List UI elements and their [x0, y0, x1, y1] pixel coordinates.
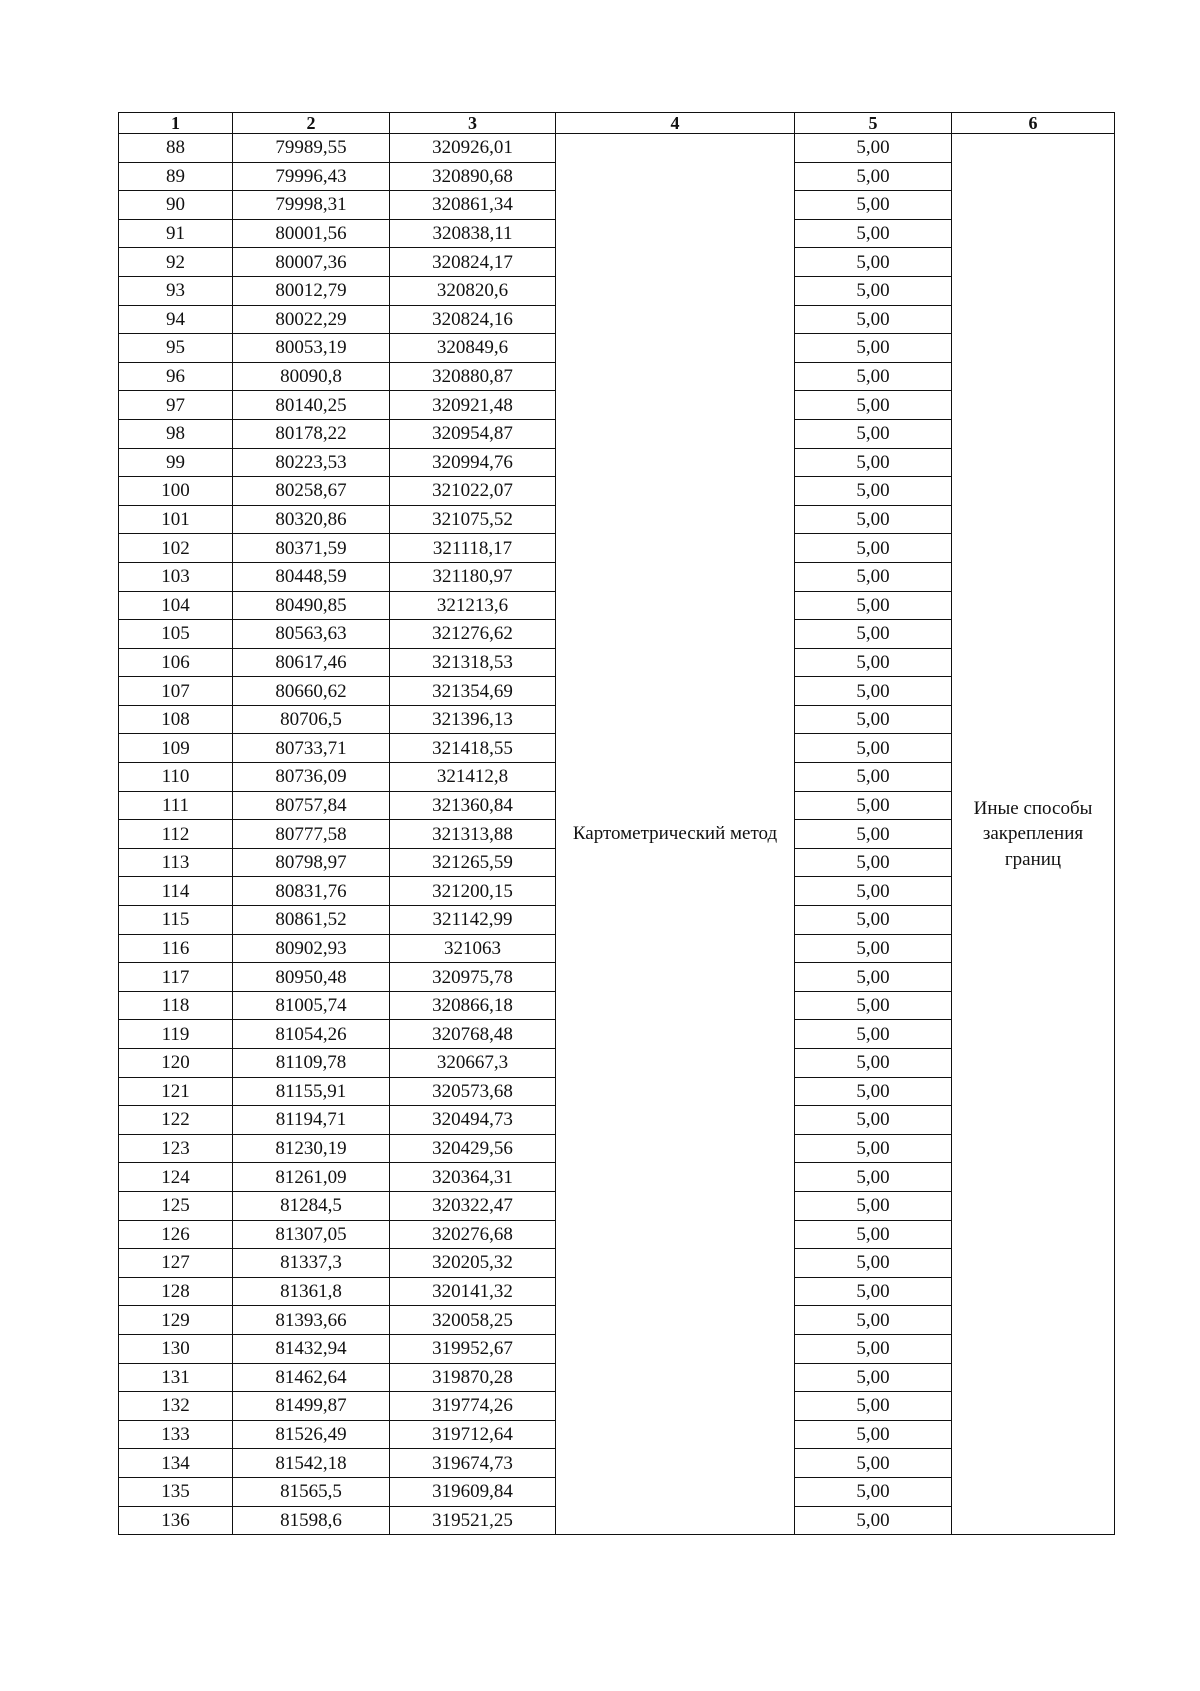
- accuracy-cell: 5,00: [795, 1249, 952, 1278]
- accuracy-cell: 5,00: [795, 705, 952, 734]
- point-number-cell: 114: [119, 877, 233, 906]
- x-coordinate-cell: 80798,97: [233, 848, 390, 877]
- y-coordinate-cell: 321213,6: [390, 591, 556, 620]
- x-coordinate-cell: 81261,09: [233, 1163, 390, 1192]
- x-coordinate-cell: 81337,3: [233, 1249, 390, 1278]
- accuracy-cell: 5,00: [795, 1163, 952, 1192]
- accuracy-cell: 5,00: [795, 791, 952, 820]
- accuracy-cell: 5,00: [795, 248, 952, 277]
- y-coordinate-cell: 320276,68: [390, 1220, 556, 1249]
- x-coordinate-cell: 80090,8: [233, 362, 390, 391]
- y-coordinate-cell: 320921,48: [390, 391, 556, 420]
- header-col-2: 2: [233, 113, 390, 134]
- x-coordinate-cell: 80022,29: [233, 305, 390, 334]
- point-number-cell: 135: [119, 1477, 233, 1506]
- x-coordinate-cell: 81526,49: [233, 1420, 390, 1449]
- accuracy-cell: 5,00: [795, 305, 952, 334]
- point-number-cell: 127: [119, 1249, 233, 1278]
- x-coordinate-cell: 80371,59: [233, 534, 390, 563]
- x-coordinate-cell: 80007,36: [233, 248, 390, 277]
- x-coordinate-cell: 80706,5: [233, 705, 390, 734]
- x-coordinate-cell: 80258,67: [233, 477, 390, 506]
- point-number-cell: 120: [119, 1049, 233, 1078]
- accuracy-cell: 5,00: [795, 391, 952, 420]
- point-number-cell: 119: [119, 1020, 233, 1049]
- y-coordinate-cell: 321142,99: [390, 906, 556, 935]
- accuracy-cell: 5,00: [795, 334, 952, 363]
- x-coordinate-cell: 80950,48: [233, 963, 390, 992]
- table-row: [119, 134, 1115, 163]
- point-number-cell: 102: [119, 534, 233, 563]
- x-coordinate-cell: 81462,64: [233, 1363, 390, 1392]
- accuracy-cell: 5,00: [795, 1220, 952, 1249]
- y-coordinate-cell: 320861,34: [390, 191, 556, 220]
- point-number-cell: 131: [119, 1363, 233, 1392]
- y-coordinate-cell: 320824,17: [390, 248, 556, 277]
- point-number-cell: 122: [119, 1106, 233, 1135]
- fixing-method-cell: Иные способы закрепления границ: [952, 134, 1115, 1535]
- x-coordinate-cell: 81155,91: [233, 1077, 390, 1106]
- y-coordinate-cell: 321075,52: [390, 505, 556, 534]
- y-coordinate-cell: 320429,56: [390, 1134, 556, 1163]
- x-coordinate-cell: 81499,87: [233, 1392, 390, 1421]
- y-coordinate-cell: 320838,11: [390, 219, 556, 248]
- point-number-cell: 132: [119, 1392, 233, 1421]
- x-coordinate-cell: 81598,6: [233, 1506, 390, 1535]
- accuracy-cell: 5,00: [795, 1106, 952, 1135]
- x-coordinate-cell: 80757,84: [233, 791, 390, 820]
- point-number-cell: 129: [119, 1306, 233, 1335]
- accuracy-cell: 5,00: [795, 1334, 952, 1363]
- x-coordinate-cell: 81284,5: [233, 1191, 390, 1220]
- point-number-cell: 118: [119, 991, 233, 1020]
- x-coordinate-cell: 80563,63: [233, 620, 390, 649]
- y-coordinate-cell: 320364,31: [390, 1163, 556, 1192]
- point-number-cell: 134: [119, 1449, 233, 1478]
- y-coordinate-cell: 321276,62: [390, 620, 556, 649]
- point-number-cell: 99: [119, 448, 233, 477]
- x-coordinate-cell: 80448,59: [233, 562, 390, 591]
- x-coordinate-cell: 80053,19: [233, 334, 390, 363]
- x-coordinate-cell: 80140,25: [233, 391, 390, 420]
- point-number-cell: 125: [119, 1191, 233, 1220]
- y-coordinate-cell: 320824,16: [390, 305, 556, 334]
- x-coordinate-cell: 80733,71: [233, 734, 390, 763]
- point-number-cell: 112: [119, 820, 233, 849]
- y-coordinate-cell: 319609,84: [390, 1477, 556, 1506]
- y-coordinate-cell: 320058,25: [390, 1306, 556, 1335]
- header-row: [119, 113, 1115, 134]
- point-number-cell: 123: [119, 1134, 233, 1163]
- accuracy-cell: 5,00: [795, 505, 952, 534]
- point-number-cell: 101: [119, 505, 233, 534]
- accuracy-cell: 5,00: [795, 1049, 952, 1078]
- table-body: [119, 113, 1115, 1535]
- y-coordinate-cell: 319521,25: [390, 1506, 556, 1535]
- y-coordinate-cell: 321118,17: [390, 534, 556, 563]
- x-coordinate-cell: 79998,31: [233, 191, 390, 220]
- accuracy-cell: 5,00: [795, 448, 952, 477]
- y-coordinate-cell: 320954,87: [390, 419, 556, 448]
- x-coordinate-cell: 80777,58: [233, 820, 390, 849]
- y-coordinate-cell: 321313,88: [390, 820, 556, 849]
- x-coordinate-cell: 80223,53: [233, 448, 390, 477]
- y-coordinate-cell: 321396,13: [390, 705, 556, 734]
- y-coordinate-cell: 321360,84: [390, 791, 556, 820]
- point-number-cell: 110: [119, 763, 233, 792]
- point-number-cell: 128: [119, 1277, 233, 1306]
- accuracy-cell: 5,00: [795, 534, 952, 563]
- accuracy-cell: 5,00: [795, 734, 952, 763]
- y-coordinate-cell: 320141,32: [390, 1277, 556, 1306]
- x-coordinate-cell: 80012,79: [233, 276, 390, 305]
- y-coordinate-cell: 321022,07: [390, 477, 556, 506]
- accuracy-cell: 5,00: [795, 963, 952, 992]
- accuracy-cell: 5,00: [795, 648, 952, 677]
- accuracy-cell: 5,00: [795, 934, 952, 963]
- point-number-cell: 106: [119, 648, 233, 677]
- y-coordinate-cell: 320667,3: [390, 1049, 556, 1078]
- point-number-cell: 117: [119, 963, 233, 992]
- y-coordinate-cell: 319870,28: [390, 1363, 556, 1392]
- point-number-cell: 108: [119, 705, 233, 734]
- x-coordinate-cell: 80178,22: [233, 419, 390, 448]
- point-number-cell: 116: [119, 934, 233, 963]
- x-coordinate-cell: 80736,09: [233, 763, 390, 792]
- point-number-cell: 97: [119, 391, 233, 420]
- y-coordinate-cell: 320573,68: [390, 1077, 556, 1106]
- point-number-cell: 115: [119, 906, 233, 935]
- point-number-cell: 95: [119, 334, 233, 363]
- y-coordinate-cell: 320926,01: [390, 134, 556, 163]
- accuracy-cell: 5,00: [795, 134, 952, 163]
- point-number-cell: 107: [119, 677, 233, 706]
- y-coordinate-cell: 319674,73: [390, 1449, 556, 1478]
- y-coordinate-cell: 320494,73: [390, 1106, 556, 1135]
- point-number-cell: 121: [119, 1077, 233, 1106]
- header-col-4: 4: [556, 113, 795, 134]
- accuracy-cell: 5,00: [795, 877, 952, 906]
- y-coordinate-cell: 321418,55: [390, 734, 556, 763]
- y-coordinate-cell: 320849,6: [390, 334, 556, 363]
- x-coordinate-cell: 80861,52: [233, 906, 390, 935]
- x-coordinate-cell: 81393,66: [233, 1306, 390, 1335]
- y-coordinate-cell: 319952,67: [390, 1334, 556, 1363]
- accuracy-cell: 5,00: [795, 1134, 952, 1163]
- y-coordinate-cell: 320768,48: [390, 1020, 556, 1049]
- x-coordinate-cell: 81432,94: [233, 1334, 390, 1363]
- point-number-cell: 89: [119, 162, 233, 191]
- x-coordinate-cell: 80490,85: [233, 591, 390, 620]
- x-coordinate-cell: 81005,74: [233, 991, 390, 1020]
- accuracy-cell: 5,00: [795, 1392, 952, 1421]
- x-coordinate-cell: 81361,8: [233, 1277, 390, 1306]
- header-col-3: 3: [390, 113, 556, 134]
- point-number-cell: 113: [119, 848, 233, 877]
- accuracy-cell: 5,00: [795, 1277, 952, 1306]
- accuracy-cell: 5,00: [795, 419, 952, 448]
- point-number-cell: 91: [119, 219, 233, 248]
- accuracy-cell: 5,00: [795, 991, 952, 1020]
- method-cell: Картометрический метод: [556, 134, 795, 1535]
- y-coordinate-cell: 320975,78: [390, 963, 556, 992]
- point-number-cell: 88: [119, 134, 233, 163]
- y-coordinate-cell: 320820,6: [390, 276, 556, 305]
- point-number-cell: 96: [119, 362, 233, 391]
- point-number-cell: 133: [119, 1420, 233, 1449]
- y-coordinate-cell: 320890,68: [390, 162, 556, 191]
- point-number-cell: 105: [119, 620, 233, 649]
- x-coordinate-cell: 81230,19: [233, 1134, 390, 1163]
- point-number-cell: 92: [119, 248, 233, 277]
- accuracy-cell: 5,00: [795, 219, 952, 248]
- point-number-cell: 98: [119, 419, 233, 448]
- accuracy-cell: 5,00: [795, 820, 952, 849]
- x-coordinate-cell: 80617,46: [233, 648, 390, 677]
- y-coordinate-cell: 319712,64: [390, 1420, 556, 1449]
- y-coordinate-cell: 320205,32: [390, 1249, 556, 1278]
- point-number-cell: 124: [119, 1163, 233, 1192]
- accuracy-cell: 5,00: [795, 1306, 952, 1335]
- accuracy-cell: 5,00: [795, 591, 952, 620]
- x-coordinate-cell: 81194,71: [233, 1106, 390, 1135]
- accuracy-cell: 5,00: [795, 1077, 952, 1106]
- accuracy-cell: 5,00: [795, 477, 952, 506]
- accuracy-cell: 5,00: [795, 1191, 952, 1220]
- y-coordinate-cell: 321063: [390, 934, 556, 963]
- x-coordinate-cell: 80001,56: [233, 219, 390, 248]
- point-number-cell: 104: [119, 591, 233, 620]
- accuracy-cell: 5,00: [795, 620, 952, 649]
- y-coordinate-cell: 320866,18: [390, 991, 556, 1020]
- point-number-cell: 90: [119, 191, 233, 220]
- accuracy-cell: 5,00: [795, 562, 952, 591]
- header-col-5: 5: [795, 113, 952, 134]
- y-coordinate-cell: 320880,87: [390, 362, 556, 391]
- point-number-cell: 103: [119, 562, 233, 591]
- x-coordinate-cell: 80831,76: [233, 877, 390, 906]
- point-number-cell: 93: [119, 276, 233, 305]
- y-coordinate-cell: 321265,59: [390, 848, 556, 877]
- header-col-6: 6: [952, 113, 1115, 134]
- y-coordinate-cell: 321318,53: [390, 648, 556, 677]
- accuracy-cell: 5,00: [795, 763, 952, 792]
- accuracy-cell: 5,00: [795, 1506, 952, 1535]
- x-coordinate-cell: 81054,26: [233, 1020, 390, 1049]
- x-coordinate-cell: 79996,43: [233, 162, 390, 191]
- accuracy-cell: 5,00: [795, 1420, 952, 1449]
- point-number-cell: 94: [119, 305, 233, 334]
- y-coordinate-cell: 321200,15: [390, 877, 556, 906]
- x-coordinate-cell: 81542,18: [233, 1449, 390, 1478]
- x-coordinate-cell: 81307,05: [233, 1220, 390, 1249]
- point-number-cell: 136: [119, 1506, 233, 1535]
- point-number-cell: 126: [119, 1220, 233, 1249]
- y-coordinate-cell: 320994,76: [390, 448, 556, 477]
- y-coordinate-cell: 319774,26: [390, 1392, 556, 1421]
- point-number-cell: 109: [119, 734, 233, 763]
- accuracy-cell: 5,00: [795, 1020, 952, 1049]
- x-coordinate-cell: 80902,93: [233, 934, 390, 963]
- y-coordinate-cell: 321354,69: [390, 677, 556, 706]
- accuracy-cell: 5,00: [795, 276, 952, 305]
- point-number-cell: 100: [119, 477, 233, 506]
- coordinates-table-container: [118, 112, 1114, 1535]
- y-coordinate-cell: 321180,97: [390, 562, 556, 591]
- accuracy-cell: 5,00: [795, 362, 952, 391]
- coordinates-table: [118, 112, 1115, 1535]
- header-col-1: 1: [119, 113, 233, 134]
- accuracy-cell: 5,00: [795, 162, 952, 191]
- point-number-cell: 130: [119, 1334, 233, 1363]
- accuracy-cell: 5,00: [795, 906, 952, 935]
- x-coordinate-cell: 81109,78: [233, 1049, 390, 1078]
- x-coordinate-cell: 80660,62: [233, 677, 390, 706]
- accuracy-cell: 5,00: [795, 1449, 952, 1478]
- y-coordinate-cell: 320322,47: [390, 1191, 556, 1220]
- accuracy-cell: 5,00: [795, 677, 952, 706]
- accuracy-cell: 5,00: [795, 1477, 952, 1506]
- x-coordinate-cell: 79989,55: [233, 134, 390, 163]
- x-coordinate-cell: 80320,86: [233, 505, 390, 534]
- accuracy-cell: 5,00: [795, 848, 952, 877]
- point-number-cell: 111: [119, 791, 233, 820]
- accuracy-cell: 5,00: [795, 1363, 952, 1392]
- accuracy-cell: 5,00: [795, 191, 952, 220]
- y-coordinate-cell: 321412,8: [390, 763, 556, 792]
- x-coordinate-cell: 81565,5: [233, 1477, 390, 1506]
